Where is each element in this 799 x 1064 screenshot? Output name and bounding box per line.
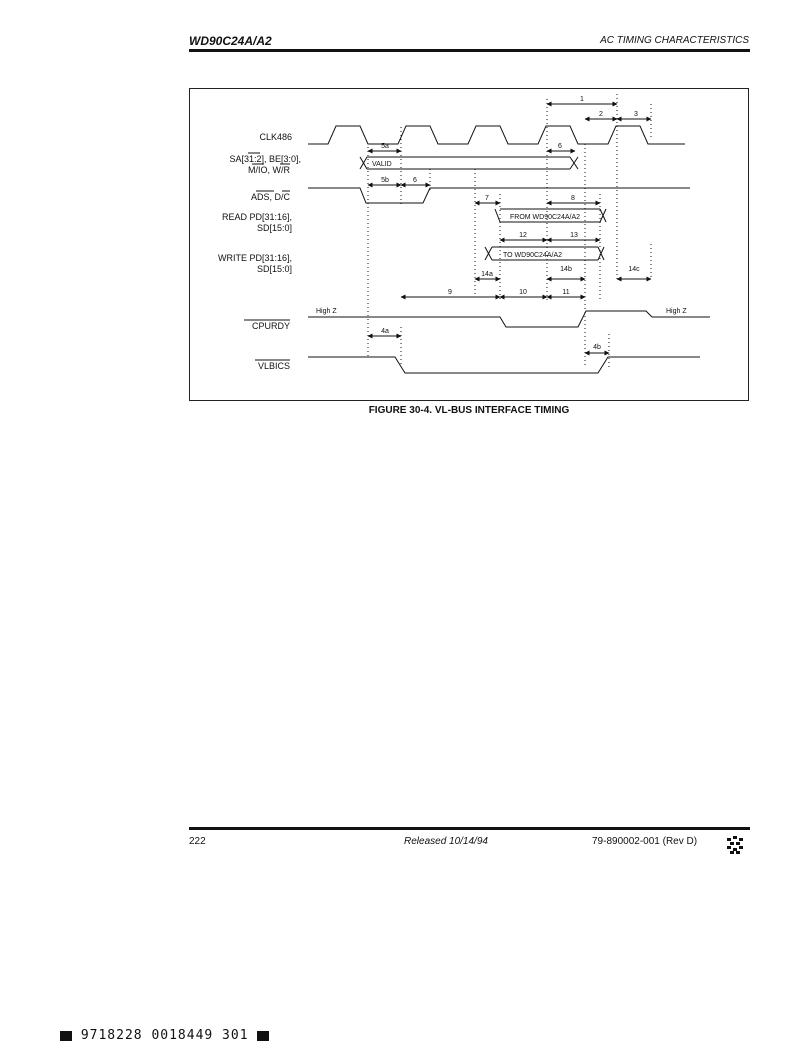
reference-lines: [368, 94, 651, 369]
document-header-title: WD90C24A/A2: [189, 34, 272, 48]
bus-label-valid: VALID: [372, 161, 392, 168]
timing-label-12: 12: [519, 232, 527, 239]
bus-label-highz-right: High Z: [666, 308, 687, 315]
timing-label-5b: 5b: [381, 177, 389, 184]
figure-caption: FIGURE 30-4. VL-BUS INTERFACE TIMING: [368, 405, 570, 416]
signal-write-line1: WRITE PD[31:16],: [217, 253, 292, 263]
bus-label-to: TO WD90C24A/A2: [503, 252, 563, 259]
signal-ads: ADS, D/C: [250, 192, 290, 202]
scan-block-right: [257, 1031, 269, 1041]
scan-barcode-line: [60, 1028, 269, 1043]
timing-arrows: [368, 104, 651, 353]
bus-label-from: FROM WD90C24A/A2: [510, 214, 581, 221]
signal-read-line1: READ PD[31:16],: [221, 212, 292, 222]
timing-label-3: 3: [634, 111, 638, 118]
bus-label-highz-left: High Z: [316, 308, 337, 315]
timing-label-14a: 14a: [481, 271, 493, 278]
page-number: 222: [189, 836, 206, 847]
timing-label-6-top: 6: [558, 143, 562, 150]
timing-label-4b: 4b: [593, 344, 601, 351]
timing-label-14b: 14b: [560, 266, 572, 273]
footer-rule: [189, 827, 750, 830]
timing-label-7: 7: [485, 195, 489, 202]
timing-label-13: 13: [570, 232, 578, 239]
signal-cpurdy: CPURDY: [251, 321, 290, 331]
clk486-waveform: [308, 126, 685, 144]
sa-bus-waveform: [360, 157, 578, 169]
timing-label-11: 11: [562, 289, 570, 296]
signal-sa-line1: SA[31:2], BE[3:0],: [229, 154, 301, 164]
scan-code-text: 9718228 0018449 301: [80, 1028, 249, 1043]
release-date: Released 10/14/94: [404, 836, 488, 847]
timing-label-4a: 4a: [381, 328, 389, 335]
timing-label-2: 2: [599, 111, 603, 118]
signal-read-line2: SD[15:0]: [256, 223, 292, 233]
signal-sa-line2: M/IO, W/R: [248, 165, 290, 175]
timing-label-1: 1: [580, 96, 584, 103]
signal-write-line2: SD[15:0]: [256, 264, 292, 274]
signal-clk486: CLK486: [259, 132, 292, 142]
timing-label-5a: 5a: [381, 143, 389, 150]
company-logo-icon: [727, 836, 743, 854]
document-header-section: AC TIMING CHARACTERISTICS: [600, 35, 749, 46]
vlbics-waveform: [308, 357, 700, 373]
timing-label-8: 8: [571, 195, 575, 202]
timing-diagram: [190, 89, 750, 402]
header-rule: [189, 49, 750, 52]
timing-label-10: 10: [519, 289, 527, 296]
signal-vlbics: VLBICS: [257, 361, 290, 371]
ads-waveform: [308, 188, 690, 203]
scan-block-left: [60, 1031, 72, 1041]
timing-label-14c: 14c: [628, 266, 640, 273]
timing-diagram-figure: [189, 88, 749, 401]
document-number: 79-890002-001 (Rev D): [592, 836, 698, 847]
timing-label-6-ads: 6: [413, 177, 417, 184]
timing-label-9: 9: [448, 289, 452, 296]
